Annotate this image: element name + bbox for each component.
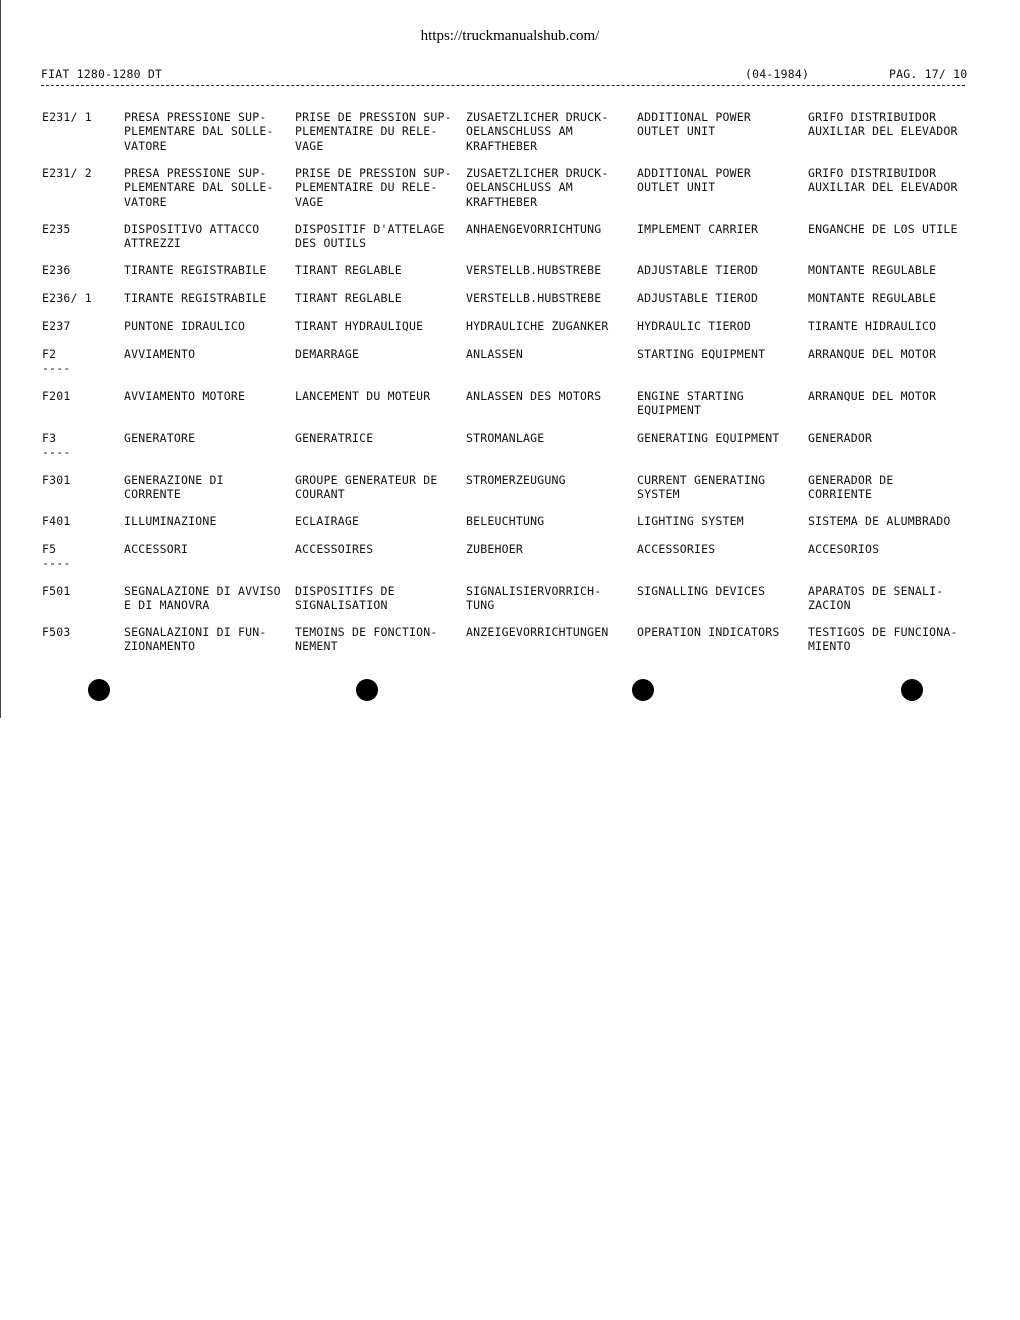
desc-spanish: GRIFO DISTRIBUIDOR AUXILIAR DEL ELEVADOR [808, 166, 958, 195]
desc-french: LANCEMENT DU MOTEUR [295, 389, 431, 403]
desc-italian: TIRANTE REGISTRABILE [124, 291, 267, 305]
part-code: F2 ---- [42, 347, 71, 376]
part-code: F5 ---- [42, 542, 71, 571]
desc-english: ADDITIONAL POWER OUTLET UNIT [637, 110, 751, 139]
desc-italian: SEGNALAZIONI DI FUN- ZIONAMENTO [124, 625, 267, 654]
desc-german: ANLASSEN DES MOTORS [466, 389, 602, 403]
desc-spanish: MONTANTE REGULABLE [808, 291, 937, 305]
desc-italian: PRESA PRESSIONE SUP- PLEMENTARE DAL SOLLE- VATORE [124, 110, 274, 153]
desc-french: TIRANT REGLABLE [295, 291, 402, 305]
desc-french: DISPOSITIFS DE SIGNALISATION [295, 584, 395, 613]
desc-german: STROMANLAGE [466, 431, 545, 445]
desc-english: SIGNALLING DEVICES [637, 584, 766, 598]
desc-spanish: APARATOS DE SENALI- ZACION [808, 584, 944, 613]
part-code: F201 [42, 389, 71, 403]
binder-punch-hole [632, 679, 654, 701]
source-url[interactable]: https://truckmanualshub.com/ [420, 28, 600, 44]
part-code: F501 [42, 584, 71, 598]
desc-german: VERSTELLB.HUBSTREBE [466, 291, 602, 305]
desc-italian: GENERAZIONE DI CORRENTE [124, 473, 224, 502]
desc-german: ANLASSEN [466, 347, 523, 361]
part-code: E236 [42, 263, 71, 277]
part-code: E231/ 1 [42, 110, 92, 124]
desc-english: STARTING EQUIPMENT [637, 347, 766, 361]
desc-english: GENERATING EQUIPMENT [637, 431, 780, 445]
desc-english: CURRENT GENERATING SYSTEM [637, 473, 766, 502]
desc-german: ZUSAETZLICHER DRUCK- OELANSCHLUSS AM KRAFTHEBER [466, 166, 609, 209]
desc-spanish: ENGANCHE DE LOS UTILE [808, 222, 958, 236]
part-code: F301 [42, 473, 71, 487]
desc-spanish: ARRANQUE DEL MOTOR [808, 389, 937, 403]
desc-german: STROMERZEUGUNG [466, 473, 566, 487]
desc-english: ENGINE STARTING EQUIPMENT [637, 389, 744, 418]
page-left-edge [0, 0, 1, 718]
desc-spanish: TIRANTE HIDRAULICO [808, 319, 937, 333]
desc-english: IMPLEMENT CARRIER [637, 222, 759, 236]
desc-english: OPERATION INDICATORS [637, 625, 780, 639]
desc-french: ECLAIRAGE [295, 514, 360, 528]
binder-punch-hole [356, 679, 378, 701]
desc-french: TIRANT REGLABLE [295, 263, 402, 277]
model-title: FIAT 1280-1280 DT [41, 67, 163, 81]
desc-french: DISPOSITIF D'ATTELAGE DES OUTILS [295, 222, 445, 251]
desc-german: VERSTELLB.HUBSTREBE [466, 263, 602, 277]
desc-spanish: GENERADOR [808, 431, 873, 445]
desc-italian: ILLUMINAZIONE [124, 514, 217, 528]
desc-french: GENERATRICE [295, 431, 374, 445]
desc-german: HYDRAULICHE ZUGANKER [466, 319, 609, 333]
part-code: F401 [42, 514, 71, 528]
part-code: E235 [42, 222, 71, 236]
desc-italian: PUNTONE IDRAULICO [124, 319, 246, 333]
binder-punch-hole [88, 679, 110, 701]
desc-italian: GENERATORE [124, 431, 196, 445]
part-code: E237 [42, 319, 71, 333]
desc-french: GROUPE GENERATEUR DE COURANT [295, 473, 438, 502]
desc-german: ZUBEHOER [466, 542, 523, 556]
desc-spanish: ACCESORIOS [808, 542, 880, 556]
desc-german: SIGNALISIERVORRICH- TUNG [466, 584, 602, 613]
desc-english: ADJUSTABLE TIEROD [637, 291, 759, 305]
desc-spanish: GRIFO DISTRIBUIDOR AUXILIAR DEL ELEVADOR [808, 110, 958, 139]
desc-french: DEMARRAGE [295, 347, 360, 361]
desc-german: BELEUCHTUNG [466, 514, 545, 528]
desc-french: ACCESSOIRES [295, 542, 374, 556]
part-code: F503 [42, 625, 71, 639]
edition-date: (04-1984) [745, 67, 810, 81]
desc-english: LIGHTING SYSTEM [637, 514, 744, 528]
desc-english: ADDITIONAL POWER OUTLET UNIT [637, 166, 751, 195]
desc-italian: PRESA PRESSIONE SUP- PLEMENTARE DAL SOLLE- VATORE [124, 166, 274, 209]
desc-spanish: GENERADOR DE CORRIENTE [808, 473, 894, 502]
header-divider [41, 85, 965, 86]
part-code: F3 ---- [42, 431, 71, 460]
page-number: PAG. 17/ 10 [889, 67, 968, 81]
desc-french: PRISE DE PRESSION SUP- PLEMENTAIRE DU RELE- VAGE [295, 110, 452, 153]
desc-french: TIRANT HYDRAULIQUE [295, 319, 424, 333]
desc-spanish: SISTEMA DE ALUMBRADO [808, 514, 951, 528]
desc-german: ANZEIGEVORRICHTUNGEN [466, 625, 609, 639]
desc-italian: DISPOSITIVO ATTACCO ATTREZZI [124, 222, 260, 251]
desc-spanish: ARRANQUE DEL MOTOR [808, 347, 937, 361]
desc-english: ACCESSORIES [637, 542, 716, 556]
desc-spanish: MONTANTE REGULABLE [808, 263, 937, 277]
part-code: E236/ 1 [42, 291, 92, 305]
desc-german: ANHAENGEVORRICHTUNG [466, 222, 602, 236]
desc-french: TEMOINS DE FONCTION- NEMENT [295, 625, 438, 654]
desc-italian: TIRANTE REGISTRABILE [124, 263, 267, 277]
desc-italian: SEGNALAZIONE DI AVVISO E DI MANOVRA [124, 584, 281, 613]
desc-english: HYDRAULIC TIEROD [637, 319, 751, 333]
desc-italian: ACCESSORI [124, 542, 189, 556]
binder-punch-hole [901, 679, 923, 701]
desc-italian: AVVIAMENTO [124, 347, 196, 361]
desc-french: PRISE DE PRESSION SUP- PLEMENTAIRE DU RELE- VAGE [295, 166, 452, 209]
part-code: E231/ 2 [42, 166, 92, 180]
desc-english: ADJUSTABLE TIEROD [637, 263, 759, 277]
desc-italian: AVVIAMENTO MOTORE [124, 389, 246, 403]
desc-spanish: TESTIGOS DE FUNCIONA- MIENTO [808, 625, 958, 654]
desc-german: ZUSAETZLICHER DRUCK- OELANSCHLUSS AM KRAFTHEBER [466, 110, 609, 153]
